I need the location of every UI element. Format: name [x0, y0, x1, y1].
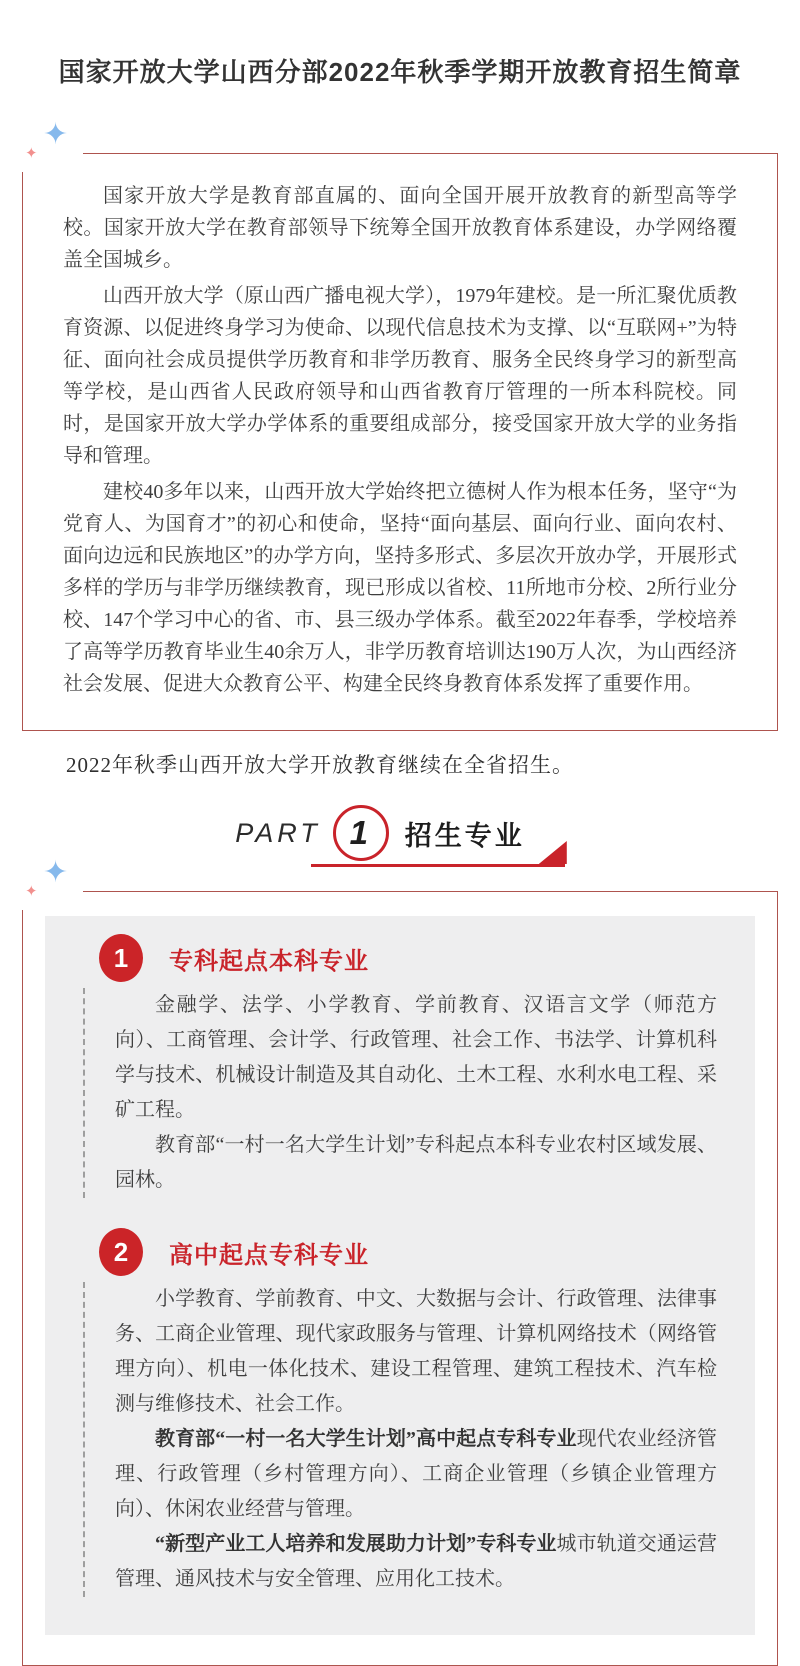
- sparkle-icon: ✦: [43, 118, 69, 151]
- part-1-badge: [235, 805, 565, 877]
- page-title: 国家开放大学山西分部2022年秋季学期开放教育招生简章: [58, 57, 742, 87]
- part-underline: [311, 864, 565, 867]
- section-1-paragraph-1: 金融学、法学、小学教育、学前教育、汉语言文学（师范方向）、工商管理、会计学、行政管理、社会工作、书法学、计算机科学与技术、机械设计制造及其自动化、土木工程、水利水电工程、采矿工程。: [115, 994, 717, 1121]
- section-1-body: [83, 988, 717, 1198]
- part-label: PART: [235, 817, 321, 848]
- section-1-title: 专科起点本科专业: [169, 947, 369, 975]
- section-2-paragraph-3: “新型产业工人培养和发展助力计划”专科专业城市轨道交通运营管理、通风技术与安全管理、应用化工技术。: [115, 1533, 717, 1590]
- majors-box: [22, 856, 778, 1666]
- sparkle-decoration: [21, 114, 83, 172]
- intro-paragraph-2: 山西开放大学（原山西广播电视大学），1979年建校。是一所汇聚优质教育资源、以促进终身学习为使命、以现代信息技术为支撑、以“互联网+”为特征、面向社会成员提供学历教育和非学历教育、服务全民终身学习的新型高等学校，是山西省人民政府领导和山西省教育厅管理的一所本科院校。同时，是国家开放大学办学体系的重要组成部分，接受国家开放大学的业务指导和管理。: [63, 285, 737, 467]
- intro-box: [22, 118, 778, 731]
- part-section-title: 招生专业: [404, 820, 525, 851]
- arrow-icon: [539, 841, 567, 864]
- sparkle-icon-small: ✦: [25, 145, 38, 162]
- part-number-circle: [333, 805, 389, 861]
- section-2-header: [99, 1228, 717, 1276]
- sparkle-icon: ✦: [43, 856, 69, 889]
- sparkle-decoration-2: [21, 852, 83, 910]
- intro-paragraph-1: 国家开放大学是教育部直属的、面向全国开展开放教育的新型高等学校。国家开放大学在教育部领导下统筹全国开放教育体系建设，办学网络覆盖全国城乡。: [63, 185, 737, 271]
- section-2-number-badge: 2: [99, 1228, 143, 1276]
- section-2-body: [83, 1282, 717, 1597]
- section-2-title: 高中起点专科专业: [169, 1241, 369, 1269]
- sparkle-icon-small: ✦: [25, 883, 38, 900]
- section-1-number-badge: 1: [99, 934, 143, 982]
- intro-paragraph-3: 建校40多年以来，山西开放大学始终把立德树人作为根本任务，坚守“为党育人、为国育才”的初心和使命，坚持“面向基层、面向行业、面向农村、面向边远和民族地区”的办学方向，坚持多形式、多层次开放办学，开展形式多样的学历与非学历继续教育，现已形成以省校、11所地市分校、2所行业分校、147个学习中心的省、市、县三级办学体系。截至2022年春季，学校培养了高等学历教育毕业生40余万人，非学历教育培训达190万人次，为山西经济社会发展、促进大众教育公平、构建全民终身教育体系发挥了重要作用。: [63, 481, 737, 695]
- section-1-header: [99, 934, 717, 982]
- majors-panel: [45, 916, 755, 1635]
- section-2-paragraph-1: 小学教育、学前教育、中文、大数据与会计、行政管理、法律事务、工商企业管理、现代家政服务与管理、计算机网络技术（网络管理方向）、机电一体化技术、建设工程管理、建筑工程技术、汽车检测与维修技术、社会工作。: [115, 1288, 717, 1415]
- section-1-paragraph-2: 教育部“一村一名大学生计划”专科起点本科专业农村区域发展、园林。: [115, 1134, 717, 1191]
- announcement-text: 2022年秋季山西开放大学开放教育继续在全省招生。: [66, 753, 574, 777]
- section-2-paragraph-2: 教育部“一村一名大学生计划”高中起点专科专业现代农业经济管理、行政管理（乡村管理方向）、工商企业管理（乡镇企业管理方向）、休闲农业经营与管理。: [115, 1428, 718, 1520]
- part-badge-row: [0, 805, 800, 877]
- part-number: 1: [349, 814, 368, 851]
